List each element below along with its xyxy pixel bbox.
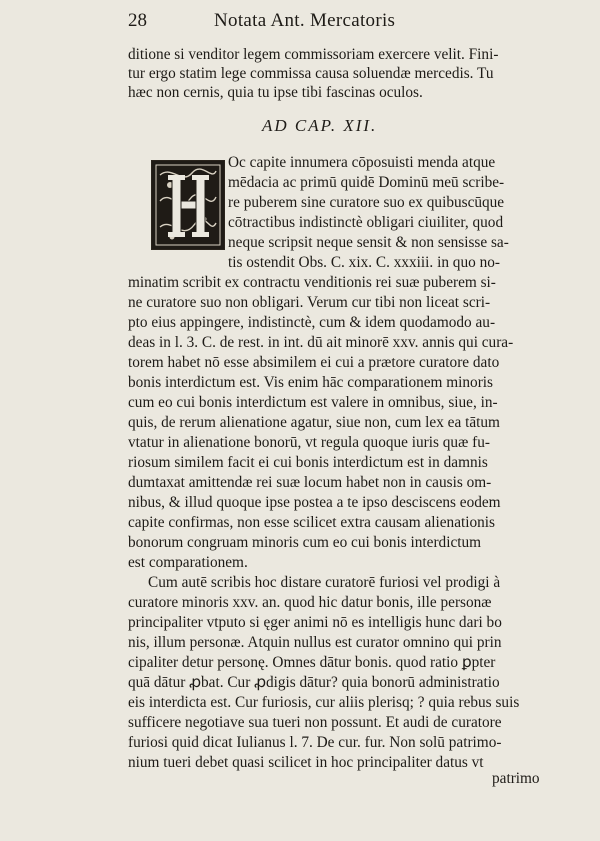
text-line: bonis interdictum est. Vis enim hāc comparationem minoris — [128, 374, 494, 391]
page-number: 28 — [128, 10, 147, 31]
floral-initial-h-icon — [152, 161, 224, 249]
text-line: sufficere negotiave sua tueri non possunt. Et audi de curatore — [128, 714, 502, 731]
text-line: quā dātur ꝓbat. Cur ꝓdigis dātur? quia bonorū administratio — [128, 674, 500, 691]
text-line: re puberem sine curatore suo ex quibuscūque — [228, 194, 505, 211]
text-line: riosum similem facit ei cui bonis interdictum est in damnis — [128, 454, 488, 471]
text-line: capite confirmas, non esse scilicet extra causam alienationis — [128, 514, 495, 531]
running-title: Notata Ant. Mercatoris — [214, 10, 396, 31]
text-line: nis, illum personæ. Atquin nullus est curator omnino qui prin — [128, 634, 502, 651]
text-line: quis, de rerum alienatione agatur, siue non, cum lex ea tātum — [128, 414, 500, 431]
text-line: eis interdicta est. Cur furiosis, cur aliis plerisq; ? quia rebus suis — [128, 694, 520, 711]
catchword: patrimo — [492, 770, 540, 787]
text-line: ditione si venditor legem commissoriam exercere velit. Fini- — [128, 46, 499, 63]
text-line: cipaliter detur personę. Omnes dātur bonis. quod ratio ꝑpter — [128, 654, 496, 671]
text-line: tis ostendit Obs. C. xix. C. xxxiii. in quo no- — [228, 254, 500, 271]
text-line: est comparationem. — [128, 554, 248, 571]
text-line: pto eius appingere, indistinctè, cum & idem quodamodo au- — [128, 314, 496, 331]
text-line: Cum autē scribis hoc distare curatorē furiosi vel prodigi à — [148, 574, 501, 591]
text-line: hæc non cernis, quia tu ipse tibi fascinas oculos. — [128, 84, 423, 101]
text-line: ne curatore suo non obligari. Verum cur tibi non liceat scri- — [128, 294, 491, 311]
text-line: torem habet nō esse absimilem ei cui a prætore curatore dato — [128, 354, 500, 371]
text-line: nibus, & illud quoque ipse postea a te ipso desciscens eodem — [128, 494, 501, 511]
text-line: nium tueri debet quasi scilicet in hoc principaliter datus vt — [128, 754, 484, 771]
text-line: minatim scribit ex contractu venditionis rei suæ puberem si- — [128, 274, 496, 291]
text-line: neque scripsit neque sensit & non sensisse sa- — [228, 234, 509, 251]
text-line: tur ergo statim lege commissa causa soluendæ mercedis. Tu — [128, 65, 494, 82]
text-line: curatore minoris xxv. an. quod hic datur bonis, ille personæ — [128, 594, 492, 611]
text-line: mēdacia ac primū quidē Dominū meū scribe- — [228, 174, 505, 191]
text-line: bonorum congruam minoris cum eo cui bonis interdictum — [128, 534, 482, 551]
text-line: deas in l. 3. C. de rest. in int. dū ait minorē xxv. annis qui cura- — [128, 334, 514, 351]
text-line: cum eo cui bonis interdictum est valere in omnibus, siue, in- — [128, 394, 498, 411]
chapter-heading: AD CAP. XII. — [262, 116, 378, 135]
text-line: furiosi quid dicat Iulianus l. 7. De cur. fur. Non solū patrimo- — [128, 734, 502, 751]
text-line: Oc capite innumera cōposuisti menda atque — [228, 154, 496, 171]
text-line: cōtractibus indistinctè obligari ciuiliter, quod — [228, 214, 504, 231]
text-line: dumtaxat amittendæ rei suæ locum habet non in causis om- — [128, 474, 492, 491]
text-line: vtatur in alienatione bonorū, vt regula quoque iuris quæ fu- — [128, 434, 490, 451]
decorated-initial — [151, 160, 225, 250]
text-line: principaliter vtputo si ęger animi nō es intelligis hunc dari bo — [128, 614, 502, 631]
